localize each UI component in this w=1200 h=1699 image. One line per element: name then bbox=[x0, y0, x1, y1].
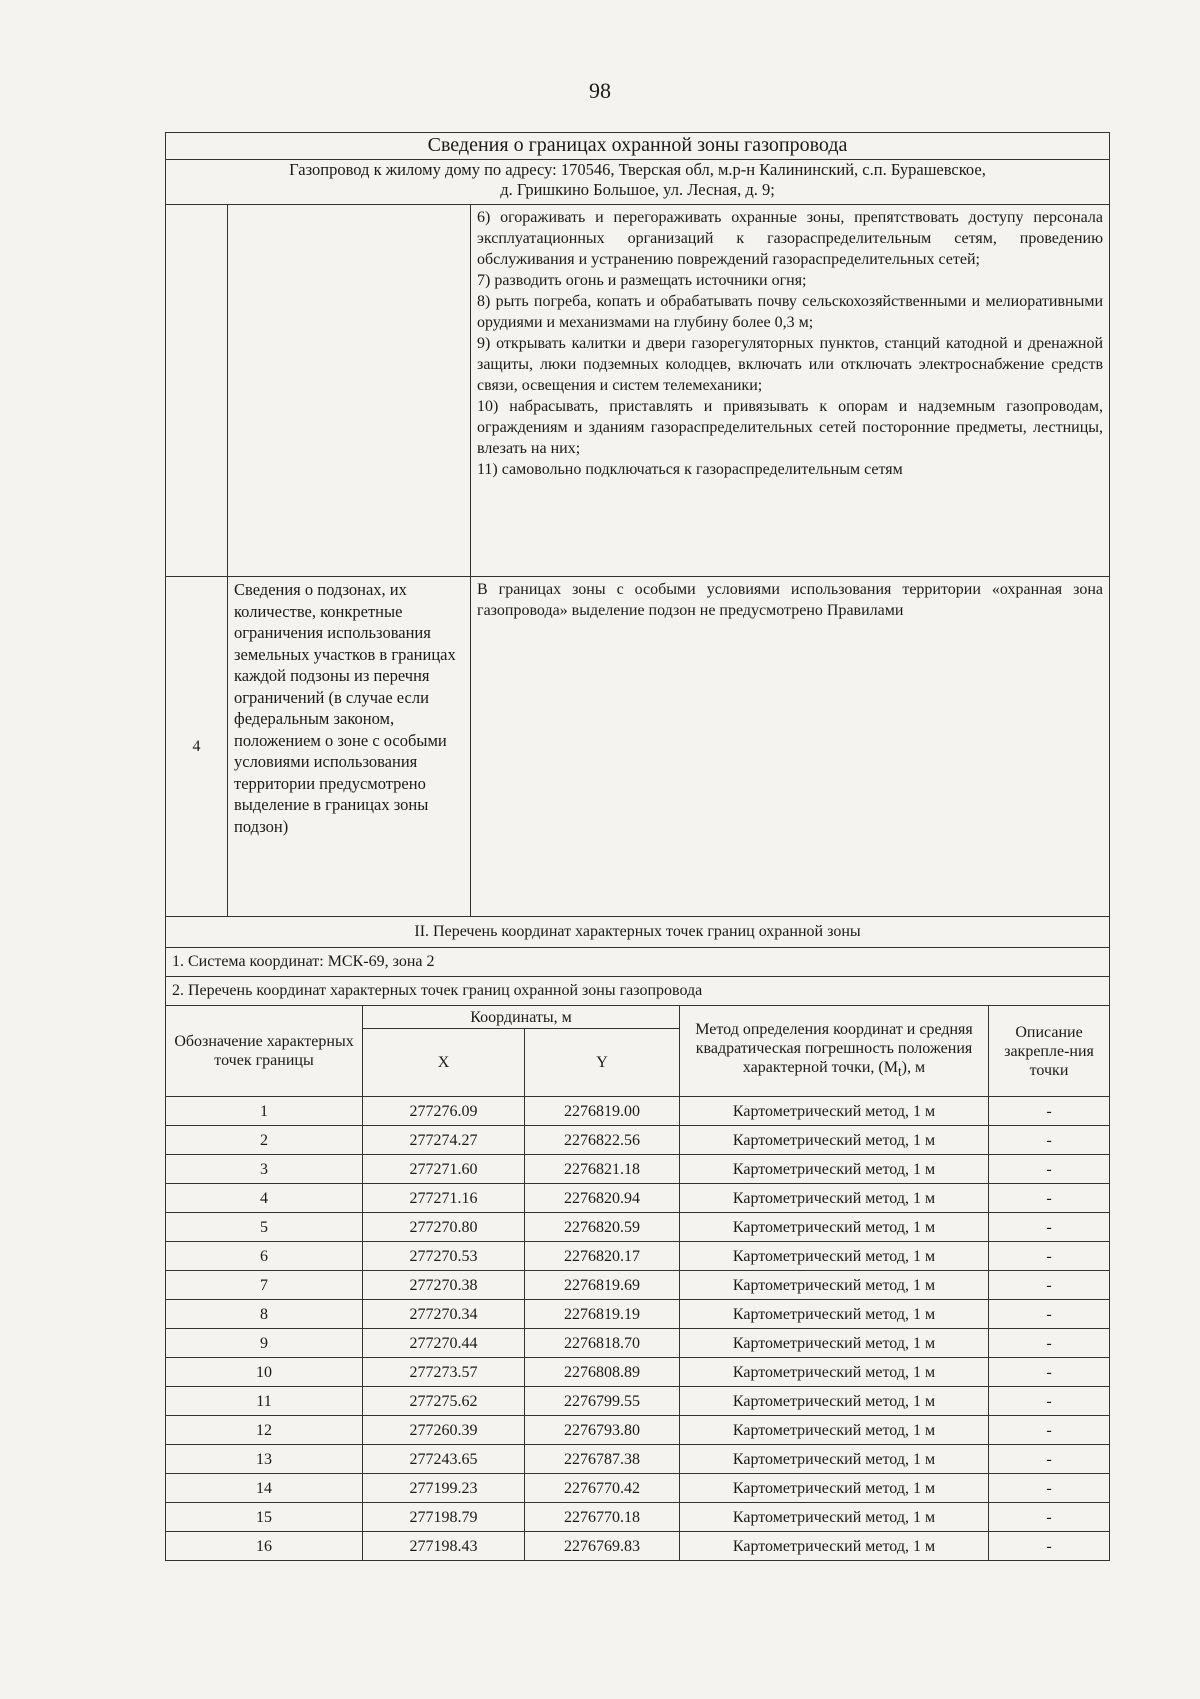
x-coordinate-cell: 277270.34 bbox=[363, 1300, 525, 1329]
table-row bbox=[166, 1126, 1110, 1155]
description-cell: - bbox=[989, 1242, 1110, 1271]
x-coordinate-cell: 277199.23 bbox=[363, 1474, 525, 1503]
method-cell: Картометрический метод, 1 м bbox=[680, 1184, 989, 1213]
x-coordinate-cell: 277198.43 bbox=[363, 1532, 525, 1561]
y-coordinate-cell: 2276819.19 bbox=[525, 1300, 680, 1329]
subzones-label: Сведения о подзонах, их количестве, конкретные ограничения использования земельных участков в границах каждой подзоны из перечня ограничений (в случае если федеральным законом, положением о зоне с особыми условиями использования территории предусмотрено выделение в границах зоны подзон) bbox=[228, 577, 471, 917]
table-row bbox=[166, 1416, 1110, 1445]
table-subtitle-row bbox=[166, 160, 1110, 205]
y-coordinate-cell: 2276799.55 bbox=[525, 1387, 680, 1416]
method-cell: Картометрический метод, 1 м bbox=[680, 1532, 989, 1561]
subzones-value: В границах зоны с особыми условиями использования территории «охранная зона газопровода» выделение подзон не предусмотрено Правилами bbox=[471, 577, 1110, 917]
restrictions-row bbox=[166, 205, 1110, 577]
x-coordinate-cell: 277271.60 bbox=[363, 1155, 525, 1184]
table-row bbox=[166, 1155, 1110, 1184]
point-number-cell: 6 bbox=[166, 1242, 363, 1271]
table-row bbox=[166, 1474, 1110, 1503]
method-cell: Картометрический метод, 1 м bbox=[680, 1242, 989, 1271]
y-coordinate-cell: 2276787.38 bbox=[525, 1445, 680, 1474]
description-cell: - bbox=[989, 1503, 1110, 1532]
description-cell: - bbox=[989, 1358, 1110, 1387]
method-cell: Картометрический метод, 1 м bbox=[680, 1416, 989, 1445]
col-coords-header: Координаты, м bbox=[363, 1006, 680, 1029]
method-cell: Картометрический метод, 1 м bbox=[680, 1155, 989, 1184]
description-cell: - bbox=[989, 1416, 1110, 1445]
point-number-cell: 16 bbox=[166, 1532, 363, 1561]
col-desc-header: Описание закрепле-ния точки bbox=[989, 1006, 1110, 1097]
method-cell: Картометрический метод, 1 м bbox=[680, 1503, 989, 1532]
point-number-cell: 5 bbox=[166, 1213, 363, 1242]
method-cell: Картометрический метод, 1 м bbox=[680, 1445, 989, 1474]
table-row bbox=[166, 1358, 1110, 1387]
subzones-row-number: 4 bbox=[166, 577, 228, 917]
point-number-cell: 12 bbox=[166, 1416, 363, 1445]
y-coordinate-cell: 2276821.18 bbox=[525, 1155, 680, 1184]
coordinates-body bbox=[166, 1097, 1110, 1561]
description-cell: - bbox=[989, 1387, 1110, 1416]
method-cell: Картометрический метод, 1 м bbox=[680, 1358, 989, 1387]
restriction-item-9: 9) открывать калитки и двери газорегуляторных пунктов, станций катодной и дренажной защиты, люки подземных колодцев, включать или отключать электроснабжение средств связи, освещения и систем телемеханики; bbox=[477, 335, 1104, 394]
description-cell: - bbox=[989, 1329, 1110, 1358]
subzones-row bbox=[166, 577, 1110, 917]
restrictions-row-label bbox=[228, 205, 471, 577]
subtitle-line-1: Газопровод к жилому дому по адресу: 170546, Тверская обл, м.р-н Калининский, с.п. Бурашевское, bbox=[289, 160, 986, 179]
description-cell: - bbox=[989, 1271, 1110, 1300]
col-x-header: X bbox=[363, 1029, 525, 1097]
col-method-end: ), м bbox=[901, 1059, 926, 1077]
point-number-cell: 1 bbox=[166, 1097, 363, 1126]
description-cell: - bbox=[989, 1155, 1110, 1184]
y-coordinate-cell: 2276808.89 bbox=[525, 1358, 680, 1387]
table-subtitle bbox=[166, 160, 1110, 205]
y-coordinate-cell: 2276770.18 bbox=[525, 1503, 680, 1532]
x-coordinate-cell: 277271.16 bbox=[363, 1184, 525, 1213]
x-coordinate-cell: 277243.65 bbox=[363, 1445, 525, 1474]
point-number-cell: 11 bbox=[166, 1387, 363, 1416]
method-cell: Картометрический метод, 1 м bbox=[680, 1097, 989, 1126]
description-cell: - bbox=[989, 1532, 1110, 1561]
table-title: Сведения о границах охранной зоны газопровода bbox=[166, 133, 1110, 160]
x-coordinate-cell: 277273.57 bbox=[363, 1358, 525, 1387]
y-coordinate-cell: 2276793.80 bbox=[525, 1416, 680, 1445]
section2-title: II. Перечень координат характерных точек границ охранной зоны bbox=[166, 917, 1110, 948]
description-cell: - bbox=[989, 1474, 1110, 1503]
table-row bbox=[166, 1503, 1110, 1532]
coordinates-table bbox=[165, 1005, 1110, 1561]
point-number-cell: 8 bbox=[166, 1300, 363, 1329]
table-row bbox=[166, 1242, 1110, 1271]
method-cell: Картометрический метод, 1 м bbox=[680, 1126, 989, 1155]
description-cell: - bbox=[989, 1300, 1110, 1329]
x-coordinate-cell: 277198.79 bbox=[363, 1503, 525, 1532]
col-point-header: Обозначение характерных точек границы bbox=[166, 1006, 363, 1097]
x-coordinate-cell: 277276.09 bbox=[363, 1097, 525, 1126]
method-cell: Картометрический метод, 1 м bbox=[680, 1474, 989, 1503]
table-row bbox=[166, 1271, 1110, 1300]
section2-title-row bbox=[166, 917, 1110, 948]
restriction-item-11: 11) самовольно подключаться к газораспределительным сетям bbox=[477, 461, 903, 478]
y-coordinate-cell: 2276770.42 bbox=[525, 1474, 680, 1503]
coord-system: 1. Система координат: МСК-69, зона 2 bbox=[166, 948, 1110, 977]
x-coordinate-cell: 277270.53 bbox=[363, 1242, 525, 1271]
method-cell: Картометрический метод, 1 м bbox=[680, 1213, 989, 1242]
y-coordinate-cell: 2276819.00 bbox=[525, 1097, 680, 1126]
point-number-cell: 3 bbox=[166, 1155, 363, 1184]
method-cell: Картометрический метод, 1 м bbox=[680, 1300, 989, 1329]
point-number-cell: 9 bbox=[166, 1329, 363, 1358]
coord-system-row bbox=[166, 948, 1110, 977]
table-row bbox=[166, 1329, 1110, 1358]
x-coordinate-cell: 277270.38 bbox=[363, 1271, 525, 1300]
coord-header-row-1 bbox=[166, 1006, 1110, 1029]
col-method-sub: t bbox=[897, 1064, 902, 1080]
point-number-cell: 2 bbox=[166, 1126, 363, 1155]
method-cell: Картометрический метод, 1 м bbox=[680, 1387, 989, 1416]
y-coordinate-cell: 2276820.17 bbox=[525, 1242, 680, 1271]
method-cell: Картометрический метод, 1 м bbox=[680, 1271, 989, 1300]
y-coordinate-cell: 2276822.56 bbox=[525, 1126, 680, 1155]
col-method-header bbox=[680, 1006, 989, 1097]
y-coordinate-cell: 2276820.59 bbox=[525, 1213, 680, 1242]
point-number-cell: 14 bbox=[166, 1474, 363, 1503]
table-row bbox=[166, 1097, 1110, 1126]
subtitle-line-2: д. Гришкино Большое, ул. Лесная, д. 9; bbox=[500, 180, 775, 199]
restriction-item-8: 8) рыть погреба, копать и обрабатывать почву сельскохозяйственными и мелиоративными орудиями и механизмами на глубину более 0,3 м; bbox=[477, 293, 1104, 331]
x-coordinate-cell: 277260.39 bbox=[363, 1416, 525, 1445]
zone-info-table bbox=[165, 132, 1110, 1006]
method-cell: Картометрический метод, 1 м bbox=[680, 1329, 989, 1358]
x-coordinate-cell: 277274.27 bbox=[363, 1126, 525, 1155]
restriction-item-10: 10) набрасывать, приставлять и привязывать к опорам и надземным газопроводам, ограждениям и зданиям газораспределительных сетей посторонние предметы, лестницы, влезать на них; bbox=[477, 398, 1104, 457]
description-cell: - bbox=[989, 1213, 1110, 1242]
point-number-cell: 7 bbox=[166, 1271, 363, 1300]
col-y-header: Y bbox=[525, 1029, 680, 1097]
description-cell: - bbox=[989, 1184, 1110, 1213]
coord-list-title: 2. Перечень координат характерных точек границ охранной зоны газопровода bbox=[166, 977, 1110, 1006]
y-coordinate-cell: 2276819.69 bbox=[525, 1271, 680, 1300]
table-row bbox=[166, 1184, 1110, 1213]
restriction-item-7: 7) разводить огонь и размещать источники огня; bbox=[477, 272, 807, 289]
page-number: 98 bbox=[589, 78, 611, 103]
description-cell: - bbox=[989, 1445, 1110, 1474]
x-coordinate-cell: 277270.44 bbox=[363, 1329, 525, 1358]
point-number-cell: 13 bbox=[166, 1445, 363, 1474]
restriction-item-6: 6) огораживать и перегораживать охранные зоны, препятствовать доступу персонала эксплуатационных организаций к газораспределительным сетям, проведению обслуживания и устранению повреждений газораспределительных сетей; bbox=[477, 209, 1104, 268]
description-cell: - bbox=[989, 1126, 1110, 1155]
restrictions-list bbox=[471, 205, 1110, 577]
y-coordinate-cell: 2276769.83 bbox=[525, 1532, 680, 1561]
point-number-cell: 10 bbox=[166, 1358, 363, 1387]
point-number-cell: 4 bbox=[166, 1184, 363, 1213]
table-row bbox=[166, 1387, 1110, 1416]
description-cell: - bbox=[989, 1097, 1110, 1126]
y-coordinate-cell: 2276818.70 bbox=[525, 1329, 680, 1358]
point-number-cell: 15 bbox=[166, 1503, 363, 1532]
table-row bbox=[166, 1532, 1110, 1561]
col-method-text: Метод определения координат и средняя квадратическая погрешность положения характерной точки, (M bbox=[695, 1021, 973, 1077]
restrictions-row-number bbox=[166, 205, 228, 577]
table-row bbox=[166, 1445, 1110, 1474]
x-coordinate-cell: 277275.62 bbox=[363, 1387, 525, 1416]
x-coordinate-cell: 277270.80 bbox=[363, 1213, 525, 1242]
table-title-row bbox=[166, 133, 1110, 160]
y-coordinate-cell: 2276820.94 bbox=[525, 1184, 680, 1213]
table-row bbox=[166, 1300, 1110, 1329]
coord-list-title-row bbox=[166, 977, 1110, 1006]
table-row bbox=[166, 1213, 1110, 1242]
